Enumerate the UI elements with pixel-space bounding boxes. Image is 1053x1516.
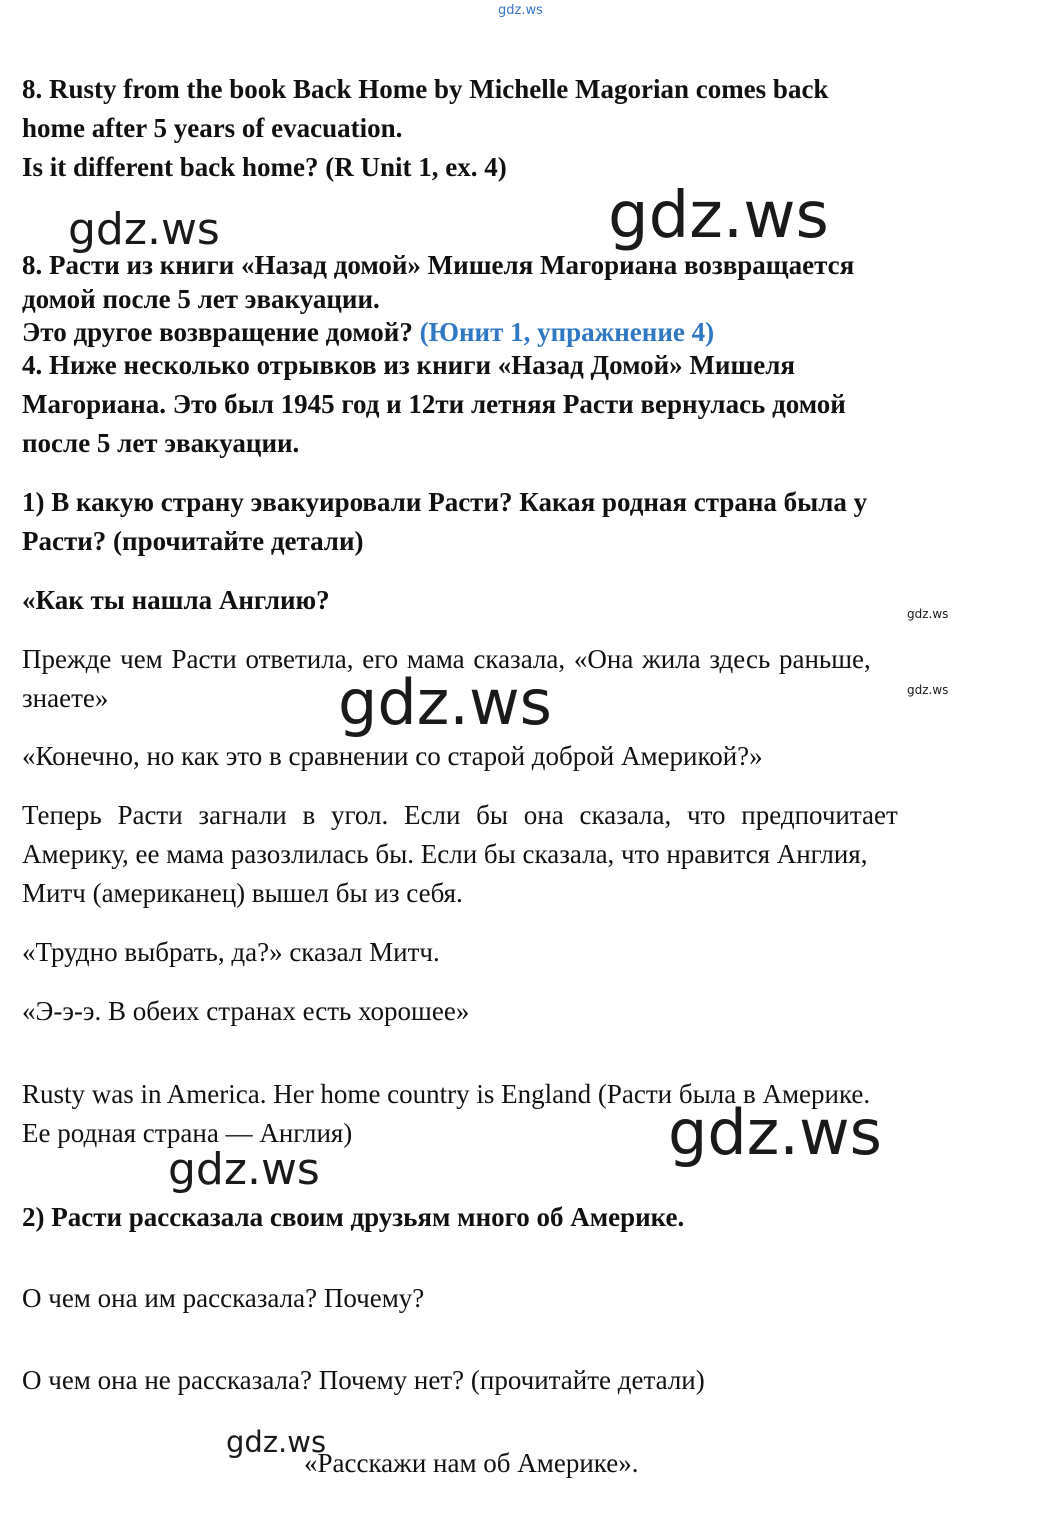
excerpt-p1-line-2: знаете» [22, 683, 109, 713]
excerpt-p1-line-1: Прежде чем Расти ответила, его мама сказала, «Она жила здесь раньше, [22, 644, 871, 674]
answer-1-line-1: Rusty was in America. Her home country is England (Расти была в Америке. [22, 1079, 871, 1109]
task-ru-line-3 [22, 319, 714, 346]
watermark-large-4: gdz.ws [668, 1096, 882, 1169]
excerpt-p3-line-3: Митч (американец) вышел бы из себя. [22, 878, 463, 908]
task-en-line-1: 8. Rusty from the book Back Home by Michelle Magorian comes back [22, 74, 829, 104]
watermark-top: gdz.ws [498, 3, 543, 18]
task-en-line-3: Is it different back home? (R Unit 1, ex. 4) [22, 152, 507, 182]
watermark-large-3: gdz.ws [338, 666, 552, 739]
watermark-small-1: gdz.ws [907, 607, 949, 621]
task-en-line-2: home after 5 years of evacuation. [22, 113, 403, 143]
excerpt-p5: «Э-э-э. В обеих странах есть хорошее» [22, 996, 470, 1026]
task-ru-line-2: домой после 5 лет эвакуации. [22, 284, 380, 314]
excerpt-p4: «Трудно выбрать, да?» сказал Митч. [22, 937, 440, 967]
question-1-line-1: 1) В какую страну эвакуировали Расти? Какая родная страна была у [22, 487, 868, 517]
watermark-large-2: gdz.ws [608, 179, 829, 253]
exercise-4-line-2: Магориана. Это был 1945 год и 12ти летняя Расти вернулась домой [22, 389, 846, 419]
task-ru-question: Это другое возвращение домой? [22, 317, 420, 347]
quote-tell-about-america: «Расскажи нам об Америке». [304, 1448, 639, 1478]
question-2-line-1: О чем она им рассказала? Почему? [22, 1283, 425, 1313]
question-1-line-2: Расти? (прочитайте детали) [22, 526, 364, 556]
question-2-line-2: О чем она не рассказала? Почему нет? (прочитайте детали) [22, 1365, 705, 1395]
answer-1-line-2: Ее родная страна — Англия) [22, 1118, 353, 1148]
exercise-4-line-3: после 5 лет эвакуации. [22, 428, 300, 458]
task-ru-reference: (Юнит 1, упражнение 4) [419, 317, 715, 347]
excerpt-p2: «Конечно, но как это в сравнении со старой доброй Америкой?» [22, 741, 763, 771]
watermark-medium-6: gdz.ws [226, 1425, 327, 1459]
task-ru-line-1: 8. Расти из книги «Назад домой» Мишеля Магориана возвращается [22, 250, 855, 280]
question-2-title: 2) Расти рассказала своим друзьям много об Америке. [22, 1202, 685, 1232]
excerpt-p3-line-1: Теперь Расти загнали в угол. Если бы она сказала, что предпочитает [22, 800, 898, 830]
watermark-small-2: gdz.ws [907, 683, 949, 697]
watermark-large-5: gdz.ws [168, 1144, 320, 1195]
excerpt-p3-line-2: Америку, ее мама разозлилась бы. Если бы сказала, что нравится Англия, [22, 839, 868, 869]
exercise-4-line-1: 4. Ниже несколько отрывков из книги «Назад Домой» Мишеля [22, 350, 795, 380]
excerpt-heading: «Как ты нашла Англию? [22, 585, 330, 615]
watermark-large-1: gdz.ws [68, 204, 220, 255]
